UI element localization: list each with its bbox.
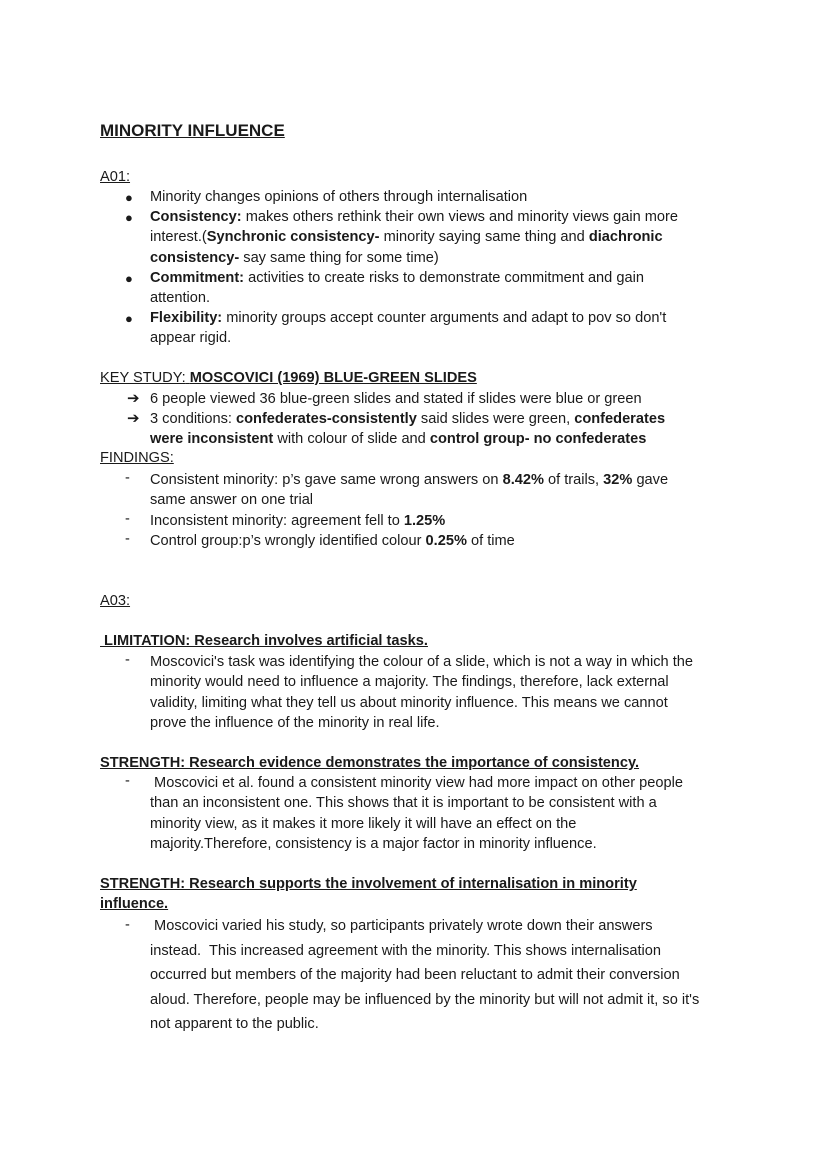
bold-run: Consistency: <box>150 209 242 225</box>
text-line <box>150 531 515 551</box>
text-line: majority.Therefore, consistency is a major factor in minority influence. <box>150 835 597 852</box>
text-line <box>150 429 665 449</box>
key-study-item-2 <box>150 409 665 450</box>
dash-marker: - <box>125 470 130 486</box>
text-run: say same thing for some time) <box>239 249 439 266</box>
text-line <box>150 187 527 207</box>
bullet-dot-icon: ● <box>125 190 133 205</box>
text-run: Inconsistent minority: agreement fell to <box>150 513 404 529</box>
text-run: activities to create risks to demonstrate commitment and gain <box>244 270 644 286</box>
key-study-heading <box>100 370 477 386</box>
text-line: aloud. Therefore, people may be influenced by the minority but will not admit it, so it's <box>150 991 700 1008</box>
arrow-right-icon: ➔ <box>127 410 140 427</box>
text-line <box>150 470 668 490</box>
text-line <box>150 511 445 531</box>
bold-run: diachronic <box>588 229 663 246</box>
text-line: minority view, as it makes it more likely it will have an effect on the <box>150 815 577 832</box>
findings-item-3 <box>150 531 515 551</box>
strength-consistency-body <box>150 773 683 854</box>
bold-run: confederates <box>574 411 666 427</box>
limitation-body <box>150 652 693 733</box>
text-line <box>150 328 666 348</box>
bold-run: 8.42% <box>502 472 544 488</box>
bold-run: 32% <box>603 472 633 488</box>
text-run: Control group:p’s wrongly identified colour <box>150 533 426 549</box>
text-line: STRENGTH: Research evidence demonstrates the importance of consistency. <box>100 755 640 771</box>
text-line: Moscovici et al. found a consistent minority view had more impact on other people <box>150 775 683 791</box>
text-run: of time <box>466 533 515 549</box>
bullet-dot-icon: ● <box>125 311 133 326</box>
text-run: makes others rethink their own views and minority views gain more <box>241 209 679 225</box>
text-run: 3 conditions: <box>150 411 236 427</box>
text-line: not apparent to the public. <box>150 1016 319 1032</box>
bold-run: consistency- <box>150 249 240 266</box>
text-run: gave <box>632 472 669 488</box>
strength-internalisation-heading <box>100 874 637 915</box>
dash-marker: - <box>125 652 130 668</box>
ao1-item-1 <box>150 187 527 207</box>
dash-marker: - <box>125 531 130 547</box>
arrow-right-icon: ➔ <box>127 390 140 407</box>
text-line <box>150 227 678 247</box>
text-line: influence. <box>100 896 169 913</box>
bold-run: Synchronic consistency- <box>206 229 380 246</box>
ao3-heading: A03: <box>100 593 131 609</box>
text-line <box>150 207 678 227</box>
text-run: minority saying same thing and <box>379 229 589 246</box>
page-title: MINORITY INFLUENCE <box>100 121 285 140</box>
dash-marker: - <box>125 917 130 933</box>
text-run: attention. <box>150 290 211 307</box>
bold-run: Flexibility: <box>150 310 223 326</box>
text-run: interest.( <box>150 229 207 246</box>
text-line: STRENGTH: Research supports the involvement of internalisation in minority <box>100 876 637 892</box>
findings-item-2 <box>150 511 445 531</box>
bold-run: Commitment: <box>150 270 245 286</box>
text-line <box>150 268 644 288</box>
text-line: occurred but members of the majority had been reluctant to admit their conversion <box>150 967 680 983</box>
text-run: with colour of slide and <box>273 431 430 448</box>
text-run: of trails, <box>543 472 604 488</box>
key-study-name: MOSCOVICI (1969) BLUE-GREEN SLIDES <box>189 370 477 386</box>
text-line <box>150 308 666 328</box>
text-run: appear rigid. <box>150 330 232 347</box>
key-study-label: KEY STUDY: <box>100 370 186 386</box>
text-line: instead. This increased agreement with the minority. This shows internalisation <box>150 942 662 959</box>
text-line: Moscovici's task was identifying the colour of a slide, which is not a way in which the <box>150 654 694 670</box>
text-line: prove the influence of the minority in real life. <box>150 714 440 731</box>
strength-consistency-heading <box>100 753 639 773</box>
dash-marker: - <box>125 511 130 527</box>
text-run: 6 people viewed 36 blue-green slides and stated if slides were blue or green <box>150 391 642 407</box>
text-line <box>150 248 678 268</box>
text-run: same answer on one trial <box>150 492 314 509</box>
strength-internalisation-body <box>150 914 699 1037</box>
text-line <box>150 409 665 429</box>
text-line: Moscovici varied his study, so participants privately wrote down their answers <box>150 918 653 934</box>
ao1-heading: A01: <box>100 169 131 185</box>
findings-item-1 <box>150 470 668 511</box>
bold-run: control group- no confederates <box>429 431 647 448</box>
text-run: Minority changes opinions of others through internalisation <box>150 189 528 205</box>
text-line: LIMITATION: Research involves artificial tasks. <box>100 633 428 649</box>
text-line: validity, limiting what they tell us about minority influence. This means we cannot <box>150 694 668 711</box>
text-line: minority would need to influence a majority. The findings, therefore, lack external <box>150 674 669 691</box>
bold-run: 1.25% <box>403 513 446 529</box>
text-line: than an inconsistent one. This shows that it is important to be consistent with a <box>150 795 657 812</box>
text-line <box>150 490 668 510</box>
bullet-dot-icon: ● <box>125 210 133 225</box>
text-run: minority groups accept counter arguments and adapt to pov so don't <box>222 310 667 326</box>
ao1-item-flexibility <box>150 308 666 349</box>
text-line <box>150 389 642 409</box>
text-line <box>150 288 644 308</box>
bold-run: confederates-consistently <box>236 411 417 427</box>
limitation-heading <box>100 631 428 651</box>
findings-heading: FINDINGS: <box>100 450 174 466</box>
bold-run: were inconsistent <box>150 431 274 448</box>
ao1-item-commitment <box>150 268 644 309</box>
text-run: said slides were green, <box>416 411 575 427</box>
ao1-item-consistency <box>150 207 678 268</box>
bullet-dot-icon: ● <box>125 271 133 286</box>
dash-marker: - <box>125 773 130 789</box>
key-study-item-1 <box>150 389 642 409</box>
text-run: Consistent minority: p’s gave same wrong answers on <box>150 472 503 488</box>
bold-run: 0.25% <box>425 533 467 549</box>
